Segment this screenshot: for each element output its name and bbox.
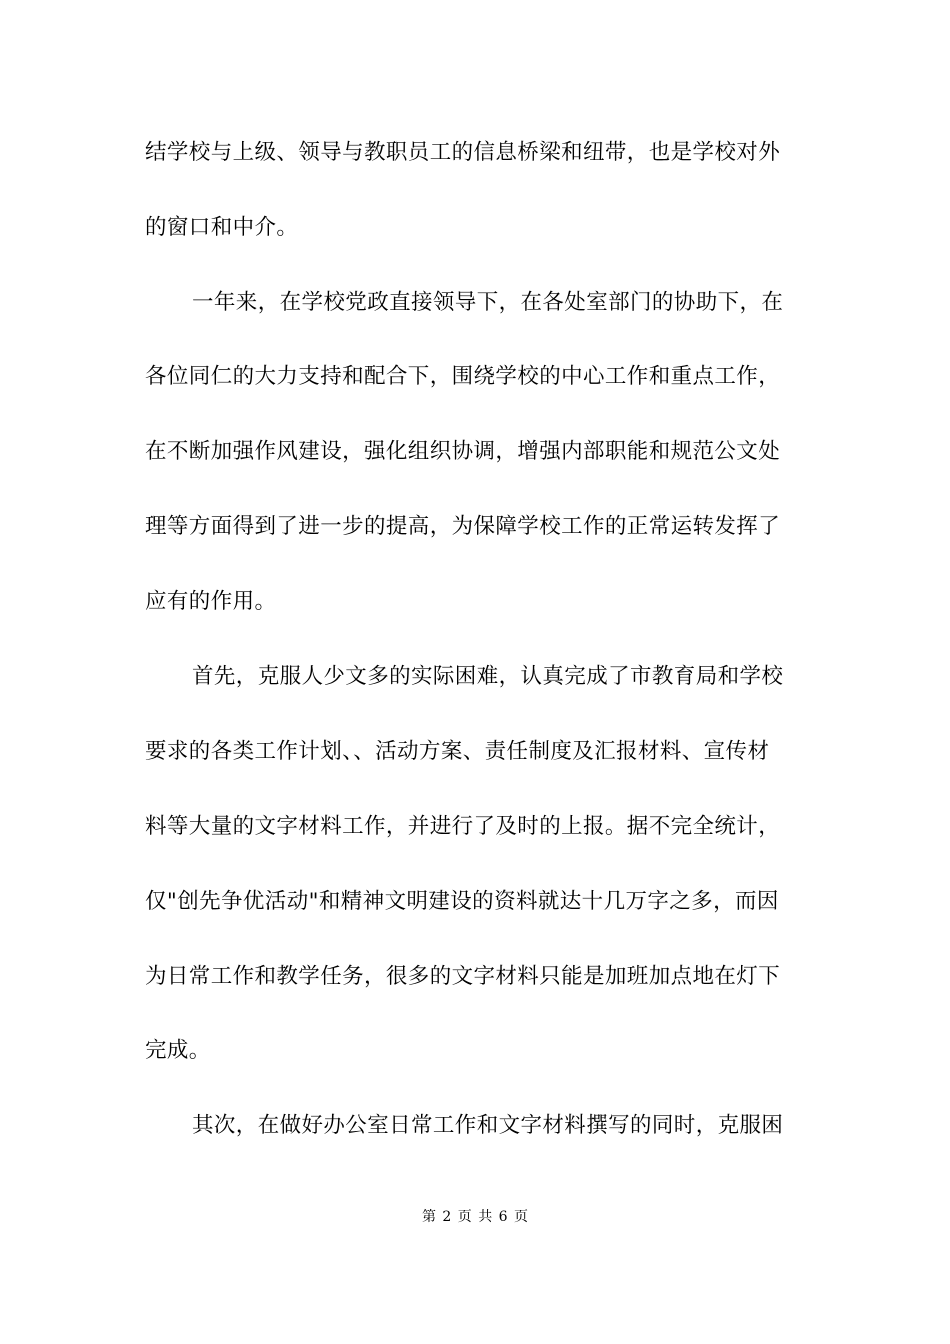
body-text-line: 要求的各类工作计划、、活动方案、责任制度及汇报材料、宣传材: [145, 739, 770, 764]
body-text-line: 结学校与上级、领导与教职员工的信息桥梁和纽带，也是学校对外: [145, 140, 781, 165]
body-text-line: 在不断加强作风建设，强化组织协调，增强内部职能和规范公文处: [145, 439, 781, 464]
paragraph-first-line: 首先，克服人少文多的实际困难，认真完成了市教育局和学校: [192, 664, 784, 689]
paragraph-first-line: 其次，在做好办公室日常工作和文字材料撰写的同时，克服困: [192, 1113, 784, 1138]
paragraph-first-line: 一年来，在学校党政直接领导下，在各处室部门的协助下，在: [192, 290, 784, 315]
body-text-line: 的窗口和中介。: [145, 215, 299, 240]
body-text-line: 应有的作用。: [145, 589, 277, 614]
body-text-line: 理等方面得到了进一步的提高，为保障学校工作的正常运转发挥了: [145, 514, 781, 539]
body-text-line: 仅"创先争优活动"和精神文明建设的资料就达十几万字之多，而因: [145, 889, 779, 914]
body-text-line: 完成。: [145, 1038, 211, 1063]
body-text-line: 为日常工作和教学任务，很多的文字材料只能是加班加点地在灯下: [145, 964, 781, 989]
body-text-line: 料等大量的文字材料工作，并进行了及时的上报。据不完全统计，: [145, 814, 781, 839]
page-number-footer: 第 2 页 共 6 页: [421, 1209, 529, 1225]
body-text-line: 各位同仁的大力支持和配合下，围绕学校的中心工作和重点工作，: [145, 364, 781, 389]
